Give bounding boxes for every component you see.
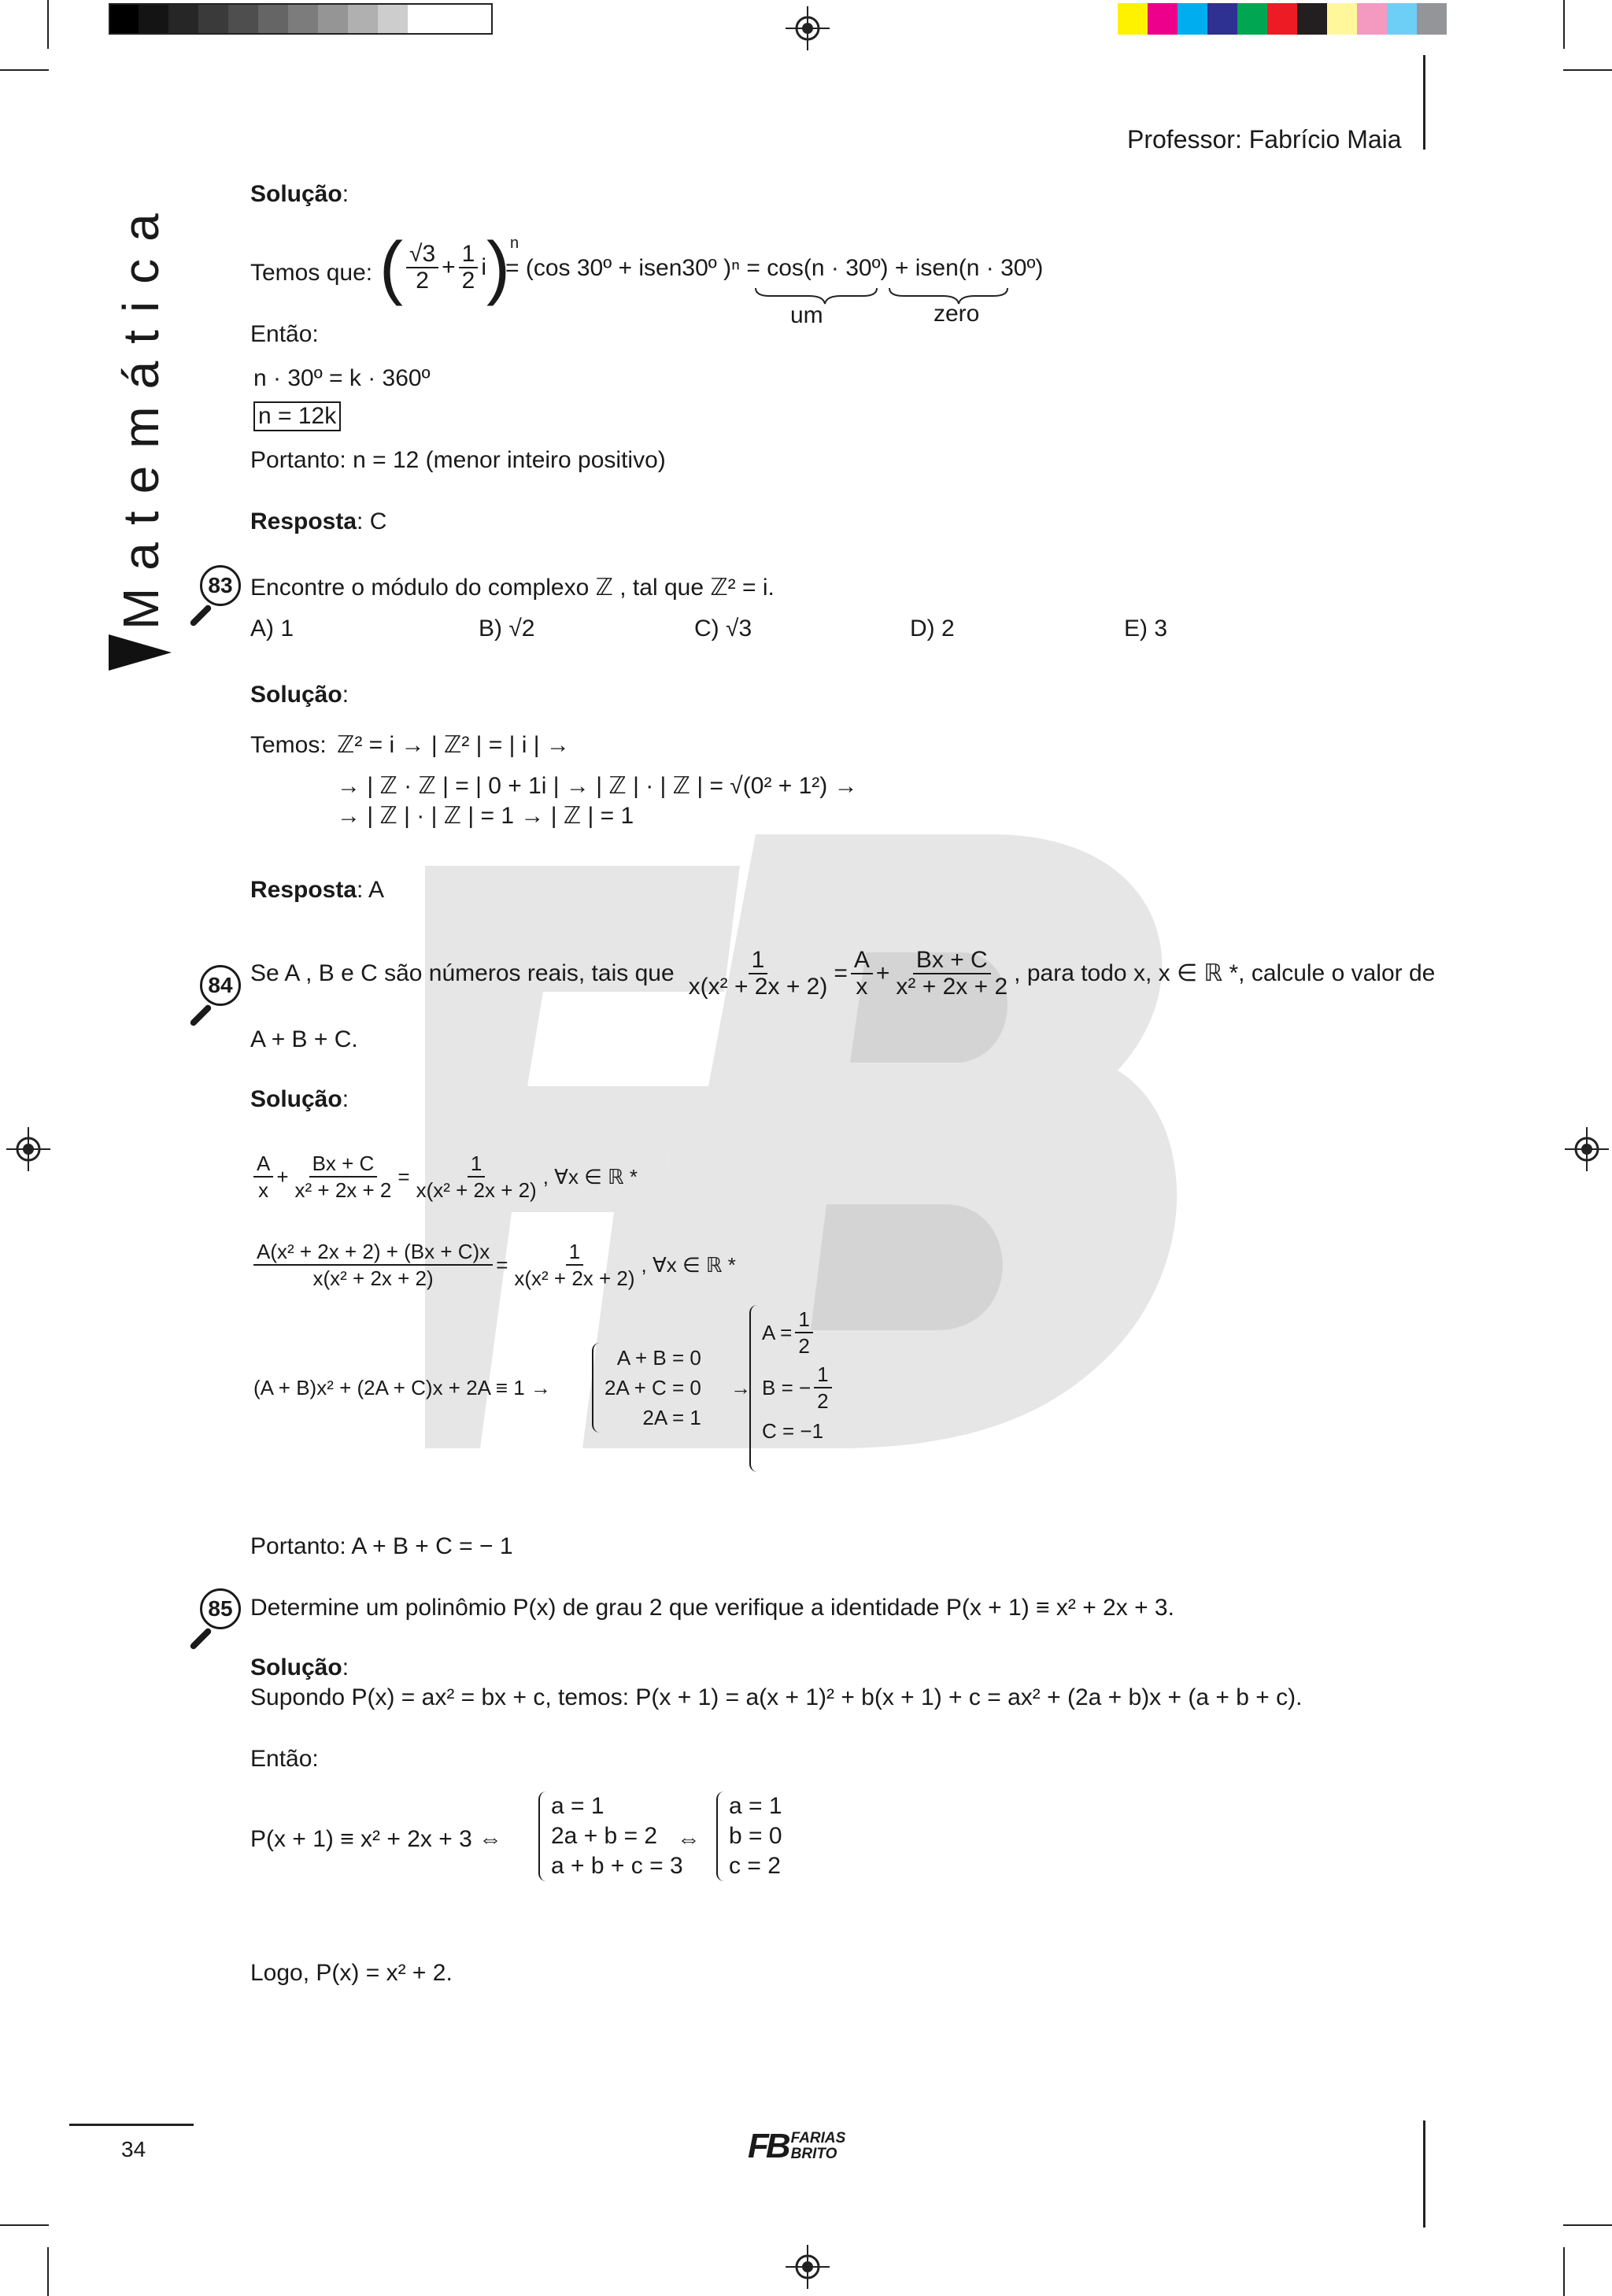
swatch-color-0 — [1118, 3, 1148, 35]
q84-system-1: A + B = 0 2A + C = 0 2A = 1 — [592, 1343, 701, 1433]
solution-heading-85: Solução: — [250, 1655, 349, 1680]
q84-statement: Se A , B e C são números reais, tais que $\frac{1}{\text{x(x² + 2x + 2)}}$ = $\frac{A}{x}$ + $\frac{Bx + C}{\text{x² + 2x + 2}}$ , para todo x, x ∈ ℝ *, calcule o valor de — [250, 947, 1436, 1000]
q84-statement-end: A + B + C. — [250, 1026, 358, 1052]
swatch-color-7 — [1327, 3, 1357, 35]
magnifier-icon — [189, 1004, 213, 1027]
footer-side-rule — [1423, 2120, 1425, 2228]
registration-mark-top — [786, 6, 830, 50]
polar-form-expression: = (cos 30º + isen30º )ⁿ = cos(n · 30º) + isen(n · 30º) — [505, 255, 1044, 281]
q83-line3: → | ℤ | · | ℤ | = 1 → | ℤ | = 1 — [337, 803, 634, 829]
crop-mark — [0, 2224, 49, 2226]
footer-rule — [69, 2124, 194, 2126]
q84-system-2: A = $\frac{1}{2}$ B = − $\frac{1}{2}$ C = −1 — [749, 1305, 835, 1472]
professor-name: Professor: Fabrício Maia — [1127, 125, 1402, 153]
resposta-83: Resposta: A — [250, 877, 385, 903]
solution-heading-84: Solução: — [250, 1086, 349, 1112]
swatch-color-3 — [1207, 3, 1237, 35]
swatch-color-8 — [1357, 3, 1387, 35]
q83-statement: Encontre o módulo do complexo ℤ , tal que ℤ² = i. — [250, 575, 775, 601]
q83-temos: Temos: — [250, 732, 327, 758]
q83-option-d: D) 2 — [910, 616, 955, 641]
registration-mark-bottom — [786, 2245, 830, 2289]
q85-system-1: a = 1 2a + b = 2 a + b + c = 3 — [538, 1791, 683, 1881]
entao-1: Então: — [250, 321, 319, 347]
swatch-color-9 — [1387, 3, 1417, 35]
temos-label: Temos que: — [250, 260, 373, 286]
q84-step2: $\frac{\text{A(x² + 2x + 2) + (Bx + C)x}}{\text{x(x² + 2x + 2)}}$ = $\frac{1}{\text{x(x² + 2x + 2)}}$ , ∀x ∈ ℝ * — [250, 1239, 736, 1291]
solution-heading-1: Solução: — [250, 181, 349, 207]
q85-logo-line: Logo, P(x) = x² + 2. — [250, 1960, 453, 1986]
crop-mark — [0, 69, 49, 71]
resposta-1: Resposta: C — [250, 508, 387, 534]
q85-lhs: P(x + 1) ≡ x² + 2x + 3 ⇔ — [250, 1826, 503, 1852]
q84-step3-lhs: (A + B)x² + (2A + C)x + 2A ≡ 1 → — [253, 1376, 551, 1399]
q84-arrow: → — [730, 1376, 751, 1399]
crop-mark — [47, 2247, 49, 2296]
q83-option-c: C) √3 — [694, 616, 752, 641]
q85-statement: Determine um polinômio P(x) de grau 2 que verifique a identidade P(x + 1) ≡ x² + 2x + 3. — [250, 1595, 1174, 1621]
q84-portanto: Portanto: A + B + C = − 1 — [250, 1533, 513, 1559]
brace-label-zero: zero — [934, 301, 980, 327]
swatch-color-6 — [1297, 3, 1327, 35]
portanto-1: Portanto: n = 12 (menor inteiro positivo) — [250, 447, 666, 473]
registration-mark-right — [1565, 1127, 1609, 1171]
swatch-color-2 — [1178, 3, 1207, 35]
q83-option-a: A) 1 — [250, 616, 294, 641]
farias-brito-logo: FB FARIAS BRITO — [748, 2127, 846, 2165]
q84-step1: $\frac{A}{x}$ + $\frac{Bx + C}{\text{x² + 2x + 2}}$ = $\frac{1}{\text{x(x² + 2x + 2)}}$ , ∀x ∈ ℝ * — [250, 1151, 638, 1203]
question-number-84: 84 — [200, 965, 241, 1006]
q85-entao: Então: — [250, 1746, 319, 1772]
swatch-color-1 — [1148, 3, 1178, 35]
crop-mark — [1563, 2224, 1612, 2226]
q85-supondo: Supondo P(x) = ax² = bx + c, temos: P(x + 1) = a(x + 1)² + b(x + 1) + c = ax² + (2a + b)x + (a + b + c). — [250, 1684, 1303, 1710]
sidebar-arrow-icon — [109, 634, 172, 671]
q85-iff: ⇔ — [677, 1826, 701, 1852]
grayscale-frame — [109, 3, 493, 35]
magnifier-icon — [189, 1627, 213, 1651]
subject-title: Matemática — [113, 196, 169, 630]
brace-label-um: um — [790, 302, 823, 328]
swatch-color-5 — [1267, 3, 1297, 35]
swatch-color-10 — [1417, 3, 1447, 35]
equation-n12k: n = 12k — [253, 401, 341, 431]
power-expression: ( $\frac{√3}{2}$ + $\frac{1}{2}$ i ) n — [379, 228, 519, 307]
q83-option-e: E) 3 — [1124, 616, 1168, 641]
solution-heading-83: Solução: — [250, 682, 349, 708]
crop-mark — [1563, 2247, 1565, 2296]
equation-n30: n · 30º = k · 360º — [253, 365, 431, 391]
magnifier-icon — [189, 604, 213, 627]
crop-mark — [1563, 69, 1612, 71]
crop-mark — [1563, 0, 1565, 49]
registration-mark-left — [6, 1127, 50, 1171]
swatch-color-4 — [1237, 3, 1267, 35]
q83-option-b: B) √2 — [479, 616, 535, 641]
q85-system-2: a = 1 b = 0 c = 2 — [716, 1791, 782, 1881]
crop-mark — [47, 0, 49, 49]
header-rule — [1423, 55, 1425, 150]
question-number-85: 85 — [200, 1588, 241, 1629]
q83-line2: → | ℤ · ℤ | = | 0 + 1i | → | ℤ | · | ℤ | = √(0² + 1²) → — [337, 773, 858, 799]
question-number-83: 83 — [200, 565, 241, 606]
page-number: 34 — [121, 2137, 146, 2161]
q83-line1: ℤ² = i → | ℤ² | = | i | → — [337, 732, 570, 758]
